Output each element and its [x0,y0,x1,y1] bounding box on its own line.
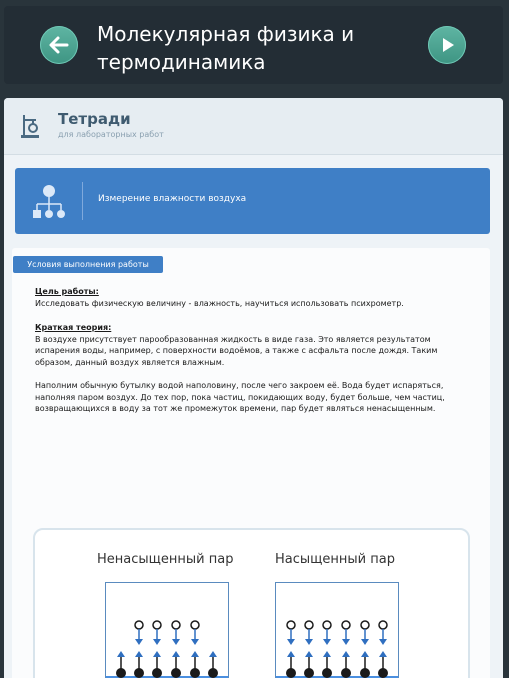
panel-subtitle: для лабораторных работ [58,130,164,139]
vapor-figure [33,528,470,678]
play-button[interactable] [428,26,466,64]
molecules-saturated [276,583,398,678]
content-area [12,248,490,678]
humidity-network-icon [29,182,69,222]
theory-text: В воздухе присутствует парообразованная жидкость в виде газа. Это является результатом испарения воды, например, с поверхности водоёмов, а также с асфальта после дождя. Таким образом, данный воздух является влажным. [35,334,438,367]
panel-title: Тетради [58,110,131,128]
lab-title: Измерение влажности воздуха [98,194,247,204]
tab-conditions[interactable]: Условия выполнения работы [13,256,163,273]
panel-header [4,98,503,155]
theory-block [35,322,455,368]
tank-saturated [275,582,399,678]
page-title: Молекулярная физика и термодинамика [97,22,355,74]
back-button[interactable] [40,26,78,64]
play-icon [428,26,466,64]
saturated-label: Насыщенный пар [275,552,395,567]
tank-unsaturated [105,582,229,678]
theory-label: Краткая теория: [35,323,112,332]
goal-text: Исследовать физическую величину - влажность, научиться использовать психрометр. [35,298,404,308]
divider [82,182,83,220]
molecules-unsaturated [106,583,228,678]
notebook-panel [4,98,503,678]
goal-label: Цель работы: [35,287,99,296]
goal-block [35,286,455,309]
paragraph: Наполним обычную бутылку водой наполовину, после чего закроем её. Вода будет испаряться, наполняя паром воздух. До тех пор, пока частиц, покидающих воду, будет больше, чем частиц, возвращающихся в воду за тот же промежуток времени, пар будет являться ненасыщенным. [35,381,445,413]
app-header [4,6,503,84]
lab-stand-icon [20,114,42,140]
arrow-left-icon [40,26,78,64]
lab-card[interactable] [15,168,490,234]
unsaturated-label: Ненасыщенный пар [97,552,234,567]
